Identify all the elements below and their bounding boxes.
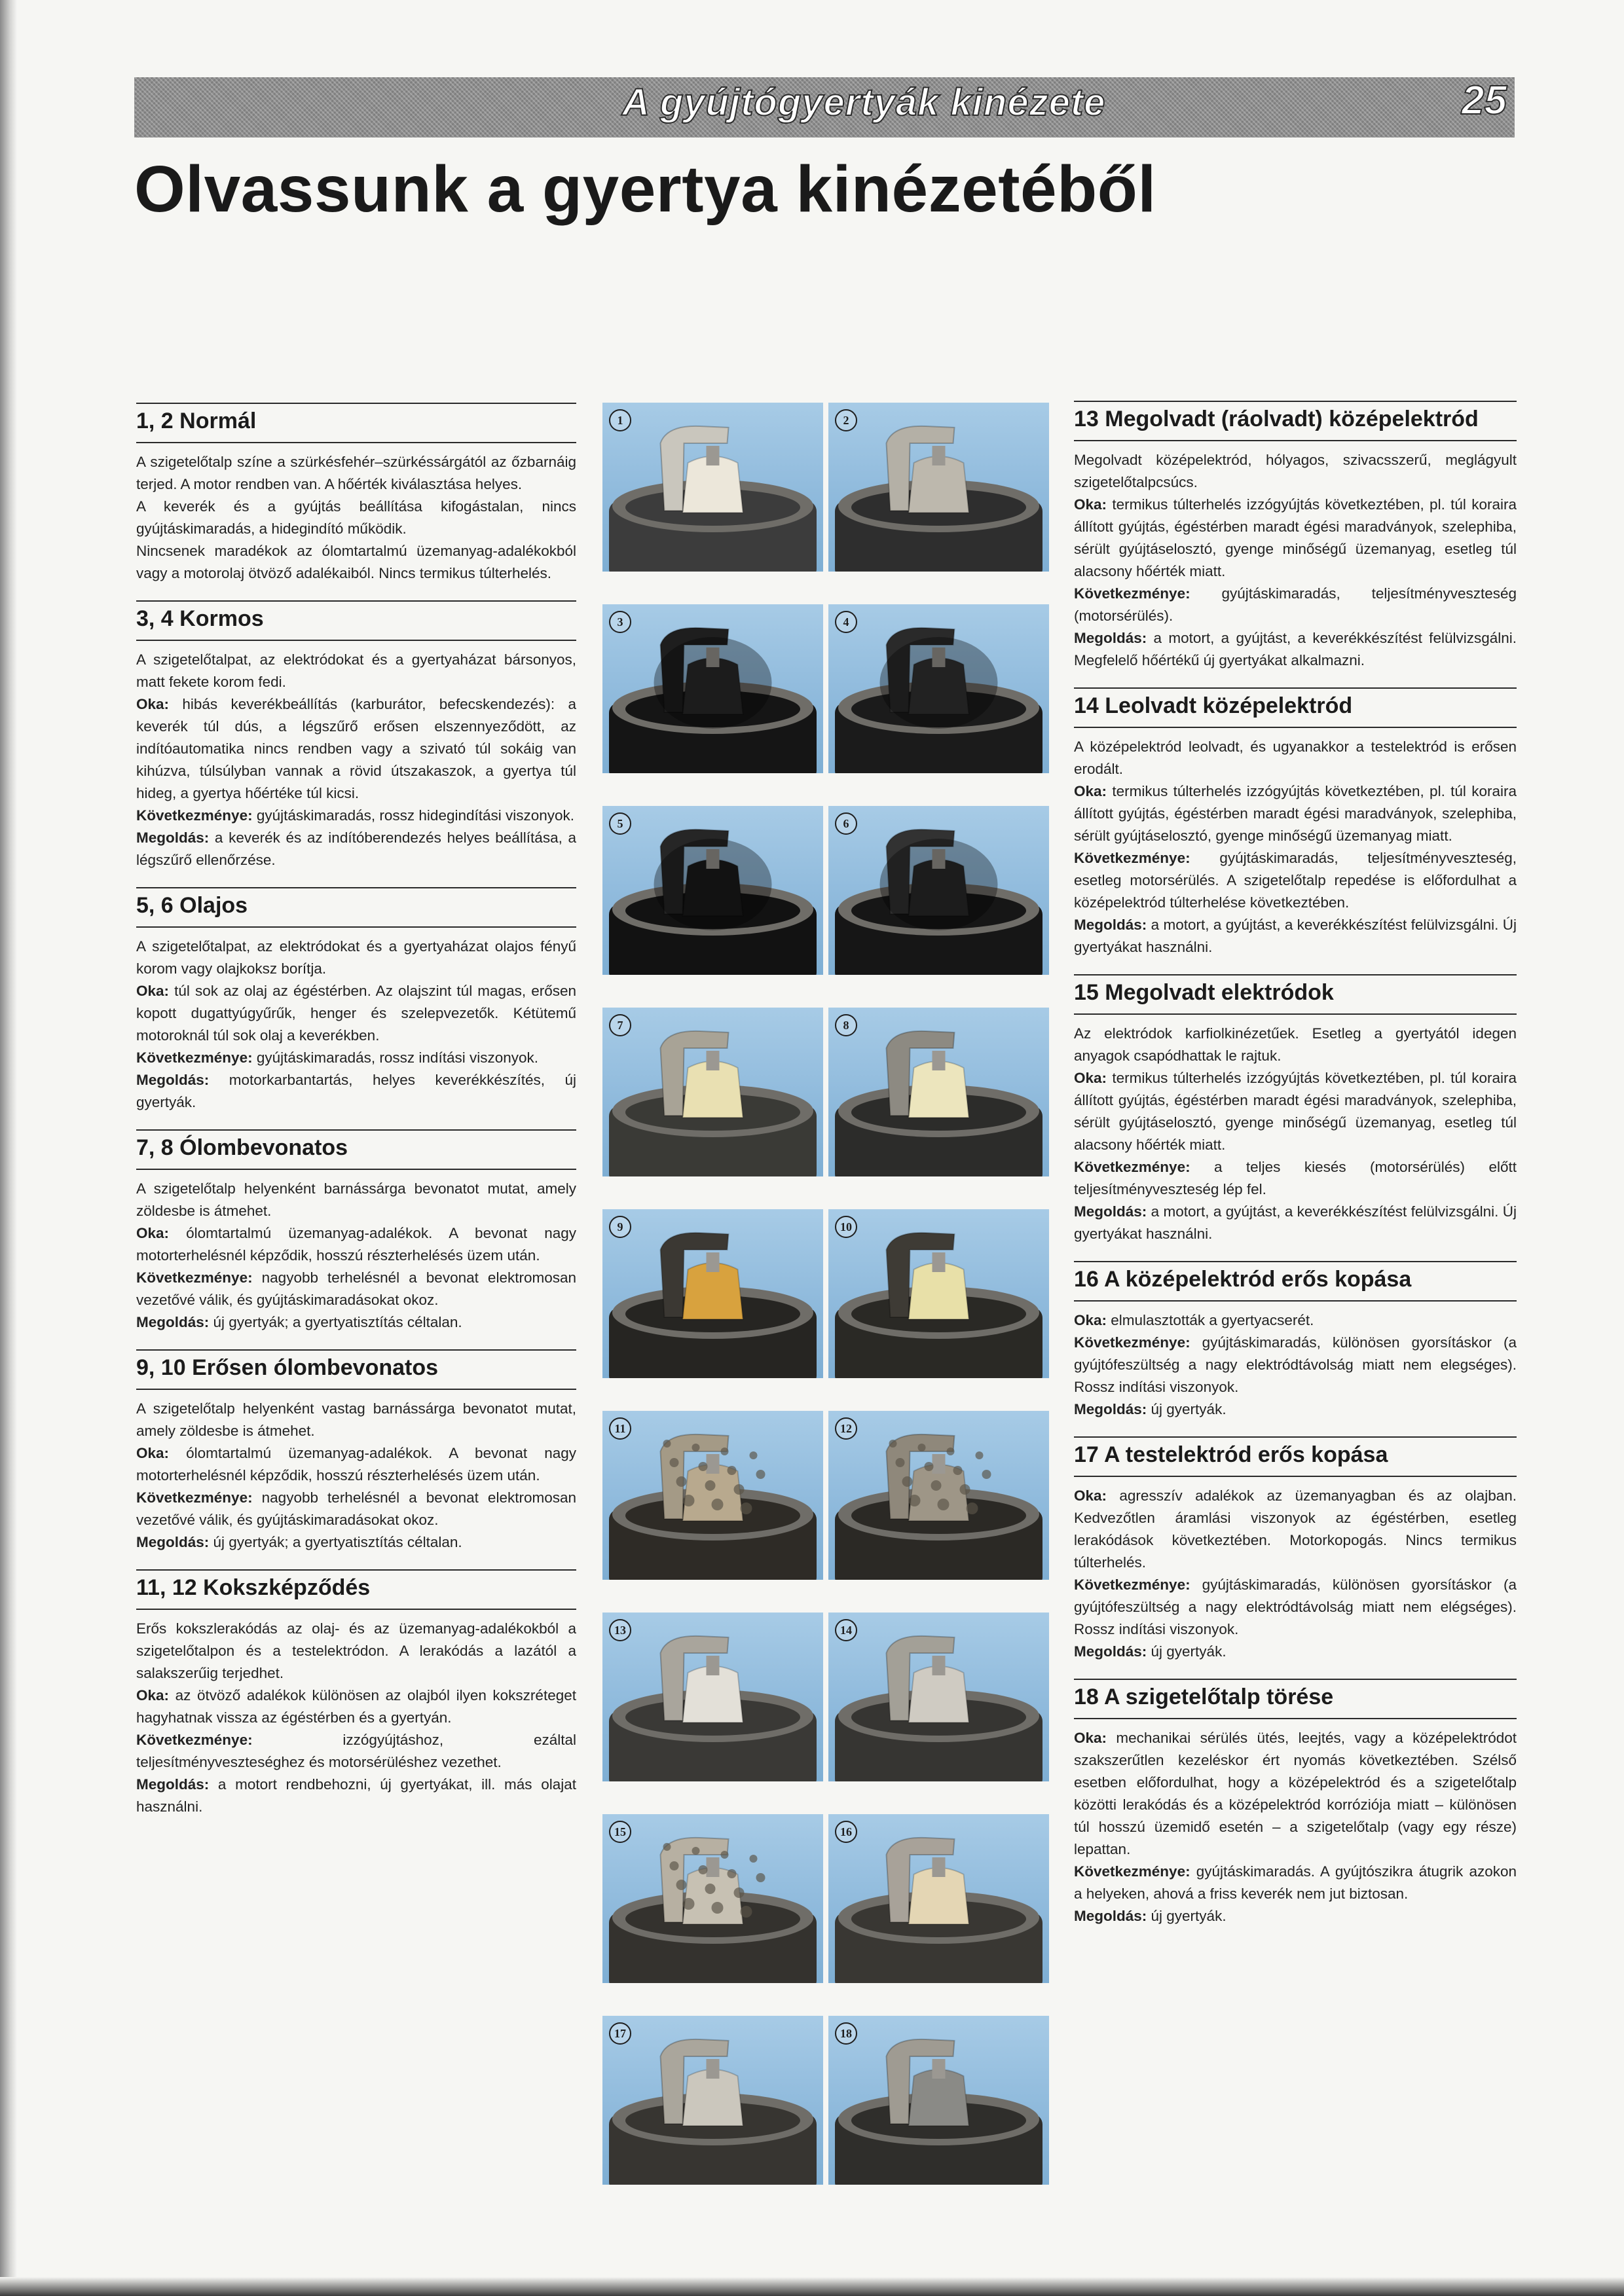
deposit-speck (750, 1855, 758, 1863)
diagnosis-title: 16 A középelektród erős kopása (1074, 1261, 1517, 1302)
spark-plug-photo-9 (602, 1209, 823, 1378)
deposit-speck (712, 1902, 724, 1914)
body-text: ólomtartalmú üzemanyag-adalékok. A bevonat nagy motorterhelésnél képződik, hosszú részterhelésés üzem után. (136, 1445, 576, 1484)
diagnosis-item (136, 1349, 576, 1554)
field-label: Következménye: (136, 1732, 253, 1748)
photo-number-badge: 14 (835, 1619, 857, 1641)
diagnosis-paragraph (1074, 449, 1517, 494)
center-electrode (932, 1857, 946, 1877)
center-electrode (707, 1454, 720, 1474)
diagnosis-paragraph (136, 805, 576, 827)
diagnosis-paragraph (1074, 1398, 1517, 1421)
center-electrode (707, 1857, 720, 1877)
body-text: gyújtáskimaradás, teljesítményveszteség (motorsérülés). (1074, 585, 1517, 624)
deposit-speck (967, 1503, 978, 1514)
diagnosis-paragraph (1074, 780, 1517, 847)
diagnosis-title: 7, 8 Ólombevonatos (136, 1129, 576, 1170)
soot-deposit (880, 637, 998, 729)
spark-plug-illustration (828, 604, 1049, 773)
diagnosis-item (1074, 974, 1517, 1245)
diagnosis-title: 1, 2 Normál (136, 403, 576, 443)
center-electrode (707, 1051, 720, 1070)
deposit-speck (938, 1499, 950, 1510)
deposit-speck (663, 1843, 671, 1851)
field-label: Oka: (1074, 496, 1107, 513)
spark-plug-photo-8 (828, 1008, 1049, 1176)
body-text: új gyertyák. (1147, 1401, 1227, 1417)
diagnosis-item (136, 1129, 576, 1334)
deposit-speck (663, 1440, 671, 1448)
deposit-speck (721, 1851, 729, 1859)
spark-plug-illustration (602, 1411, 823, 1580)
center-electrode (932, 1051, 946, 1070)
spark-plug-illustration (602, 1613, 823, 1781)
photo-number-badge: 17 (609, 2022, 631, 2045)
body-text: gyújtáskimaradás. A gyújtószikra átugrik azokon a helyeken, ahová a friss keverék nem jut biztosan. (1074, 1863, 1517, 1902)
diagnosis-paragraph (1074, 1905, 1517, 1927)
deposit-speck (960, 1484, 970, 1495)
diagnosis-title: 3, 4 Kormos (136, 600, 576, 641)
diagnosis-item (136, 887, 576, 1114)
diagnosis-paragraph (1074, 1067, 1517, 1156)
body-text: mechanikai sérülés ütés, leejtés, vagy a középelektródot szakszerűtlen kezeléskor ért nyomás következtében. Szélső esetben előfordulhat, hogy a középelektród és a szigetelőtalp közötti lerakódás és a középelektród korróziója miatt – különösen túl hosszú üzemidő esetén – a szigetelőtalp (vagy egy része) lepattan. (1074, 1730, 1517, 1857)
diagnosis-paragraph (1074, 914, 1517, 958)
diagnosis-paragraph (1074, 1485, 1517, 1574)
diagnosis-paragraph (1074, 627, 1517, 672)
diagnosis-paragraph (136, 1729, 576, 1774)
diagnosis-paragraph (136, 496, 576, 540)
body-text: túl sok az olaj az égéstérben. Az olajszint túl magas, erősen kopott dugattyúgyűrűk, henger és szelepvezetők. Kétütemű motoroknál túl sok olaj a keverékben. (136, 983, 576, 1044)
spark-plug-illustration (602, 806, 823, 975)
field-label: Következménye: (136, 1049, 253, 1066)
diagnosis-paragraph (1074, 1727, 1517, 1861)
body-text: új gyertyák. (1147, 1908, 1227, 1924)
diagnosis-item (1074, 1679, 1517, 1927)
field-label: Oka: (136, 1445, 170, 1461)
diagnosis-paragraph (1074, 1309, 1517, 1332)
page-title: Olvassunk a gyertya kinézetéből (134, 153, 1156, 226)
diagnosis-paragraph (136, 540, 576, 585)
body-text: gyújtáskimaradás, különösen gyorsításkor (a gyújtófeszültség a nagy elektródtávolság miatt nem elégséges). Rossz indítási viszonyok. (1074, 1576, 1517, 1637)
spark-plug-photo-14 (828, 1613, 1049, 1781)
deposit-speck (750, 1451, 758, 1459)
body-text: elmulasztották a gyertyacserét. (1107, 1312, 1314, 1328)
diagnosis-paragraph (136, 1047, 576, 1069)
deposit-speck (721, 1448, 729, 1455)
deposit-speck (728, 1869, 737, 1878)
photo-number-badge: 4 (835, 611, 857, 633)
deposit-speck (931, 1480, 942, 1491)
field-label: Következménye: (1074, 1576, 1190, 1593)
diagnosis-paragraph (136, 827, 576, 871)
body-text: A szigetelőtalpat, az elektródokat és a gyertyaházat bársonyos, matt fekete korom fedi. (136, 651, 576, 690)
field-label: Megoldás: (136, 1776, 210, 1793)
body-text: izzógyújtáshoz, ezáltal teljesítményveszteséghez és motorsérüléshez vezethet. (136, 1732, 576, 1770)
diagnosis-paragraph (136, 1685, 576, 1729)
spark-plug-illustration (828, 1411, 1049, 1580)
field-label: Következménye: (136, 1269, 253, 1286)
diagnosis-title: 14 Leolvadt középelektród (1074, 687, 1517, 728)
spark-plug-photo-13 (602, 1613, 823, 1781)
spark-plug-photo-18 (828, 2016, 1049, 2185)
diagnosis-item (1074, 401, 1517, 672)
deposit-speck (683, 1495, 695, 1506)
deposit-speck (925, 1462, 934, 1471)
spark-plug-photo-11 (602, 1411, 823, 1580)
spark-plug-illustration (602, 1008, 823, 1176)
center-electrode (932, 2059, 946, 2079)
right-text-column (1074, 401, 1517, 1943)
photo-number-badge: 5 (609, 812, 631, 835)
spark-plug-photo-2 (828, 403, 1049, 572)
field-label: Oka: (1074, 783, 1107, 799)
field-label: Oka: (1074, 1730, 1107, 1746)
field-label: Következménye: (1074, 1334, 1190, 1351)
photo-number-badge: 10 (835, 1216, 857, 1238)
page-number: 25 (1462, 78, 1507, 123)
diagnosis-title: 17 A testelektród erős kopása (1074, 1436, 1517, 1477)
spark-plug-photo-4 (828, 604, 1049, 773)
spark-plug-illustration (602, 1209, 823, 1378)
spark-plug-illustration (602, 403, 823, 572)
deposit-speck (676, 1476, 687, 1487)
field-label: Oka: (1074, 1070, 1107, 1086)
scan-bottom-edge (0, 2277, 1624, 2296)
deposit-speck (670, 1861, 679, 1870)
deposit-speck (953, 1466, 963, 1475)
diagnosis-paragraph (1074, 1156, 1517, 1201)
body-text: termikus túlterhelés izzógyújtás következtében, pl. túl koraira állított gyújtás, égéstérben maradt égési maradványok, szelephiba, sérült gyújtáselosztó, gyenge minőségű üzemanyag, esetleg túl alacsony hőérték miatt. (1074, 496, 1517, 579)
body-text: termikus túlterhelés izzógyújtás következtében, pl. túl koraira állított gyújtás, égéstérben maradt égési maradványok, szelephiba, sérült gyújtáselosztó, gyenge minőségű üzemanyag, esetleg túl alacsony hőérték miatt. (1074, 1070, 1517, 1153)
photo-number-badge: 18 (835, 2022, 857, 2045)
spark-plug-illustration (602, 604, 823, 773)
photo-number-badge: 16 (835, 1821, 857, 1843)
field-label: Oka: (1074, 1312, 1107, 1328)
diagnosis-paragraph (136, 649, 576, 693)
diagnosis-paragraph (136, 1398, 576, 1442)
field-label: Következménye: (136, 1489, 253, 1506)
body-text: új gyertyák; a gyertyatisztítás céltalan. (209, 1314, 462, 1330)
soot-deposit (880, 839, 998, 930)
photo-number-badge: 15 (609, 1821, 631, 1843)
running-section-title: A gyújtógyertyák kinézete (622, 81, 1106, 124)
center-electrode (707, 1252, 720, 1272)
diagnosis-paragraph (136, 936, 576, 980)
spark-plug-illustration (828, 806, 1049, 975)
spark-plug-illustration (828, 1613, 1049, 1781)
body-text: motorkarbantartás, helyes keverékkészítés, új gyertyák. (136, 1072, 576, 1110)
body-text: a motort rendbehozni, új gyertyákat, ill. más olajat használni. (136, 1776, 576, 1815)
diagnosis-item (1074, 1261, 1517, 1421)
field-label: Megoldás: (136, 1072, 210, 1088)
spark-plug-photo-17 (602, 2016, 823, 2185)
deposit-speck (982, 1470, 991, 1479)
field-label: Megoldás: (1074, 1203, 1147, 1220)
deposit-speck (756, 1873, 766, 1882)
field-label: Következménye: (136, 807, 253, 824)
diagnosis-paragraph (1074, 494, 1517, 583)
soot-deposit (654, 839, 772, 930)
spark-plug-photo-15 (602, 1814, 823, 1983)
diagnosis-title: 11, 12 Kokszképződés (136, 1569, 576, 1610)
spark-plug-photo-3 (602, 604, 823, 773)
diagnosis-paragraph (136, 1311, 576, 1334)
center-electrode (707, 1656, 720, 1675)
spark-plug-illustration (602, 2016, 823, 2185)
body-text: új gyertyák. (1147, 1643, 1227, 1660)
body-text: A keverék és a gyújtás beállítása kifogástalan, nincs gyújtáskimaradás, a hidegindító működik. (136, 498, 576, 537)
field-label: Oka: (136, 1225, 170, 1241)
body-text: termikus túlterhelés izzógyújtás következtében, pl. túl koraira állított gyújtás, égéstérben maradt égési maradványok, szelephiba, sérült gyújtáselosztó, gyenge minőségű üzemanyag miatt. (1074, 783, 1517, 844)
field-label: Következménye: (1074, 585, 1190, 602)
diagnosis-paragraph (1074, 736, 1517, 780)
field-label: Megoldás: (1074, 1401, 1147, 1417)
deposit-speck (909, 1495, 921, 1506)
diagnosis-paragraph (136, 1069, 576, 1114)
spark-plug-illustration (828, 1209, 1049, 1378)
photo-number-badge: 12 (835, 1417, 857, 1440)
photo-number-badge: 11 (609, 1417, 631, 1440)
spark-plug-photo-7 (602, 1008, 823, 1176)
body-text: nagyobb terhelésnél a bevonat elektromosan vezetővé válik, és gyújtáskimaradásokat okoz. (136, 1489, 576, 1528)
spark-plug-illustration (828, 1814, 1049, 1983)
body-text: agresszív adalékok az üzemanyagban és az olajban. Kedvezőtlen áramlási viszonyok az égéstérben, esetleg lerakódások következtében. Motorkopogás. Nincs termikus túlterhelés. (1074, 1487, 1517, 1571)
deposit-speck (896, 1458, 905, 1467)
field-label: Megoldás: (1074, 1643, 1147, 1660)
diagnosis-item (1074, 687, 1517, 958)
diagnosis-paragraph (1074, 847, 1517, 914)
deposit-speck (699, 1462, 708, 1471)
center-electrode (707, 2059, 720, 2079)
diagnosis-item (1074, 1436, 1517, 1663)
center-electrode (932, 446, 946, 465)
body-text: a motort, a gyújtást, a keverékkészítést felülvizsgálni. Új gyertyákat használni. (1074, 1203, 1517, 1242)
deposit-speck (705, 1480, 716, 1491)
spark-plug-photo-12 (828, 1411, 1049, 1580)
deposit-speck (705, 1884, 716, 1894)
diagnosis-paragraph (136, 1222, 576, 1267)
body-text: gyújtáskimaradás, különösen gyorsításkor (a gyújtófeszültség a nagy elektródtávolság miatt nem elegséges). Rossz indítási viszonyok. (1074, 1334, 1517, 1395)
photo-number-badge: 2 (835, 409, 857, 431)
diagnosis-paragraph (1074, 1332, 1517, 1398)
deposit-speck (692, 1444, 700, 1451)
field-label: Megoldás: (1074, 1908, 1147, 1924)
spark-plug-illustration (602, 1814, 823, 1983)
field-label: Megoldás: (1074, 917, 1147, 933)
center-electrode (932, 1656, 946, 1675)
center-electrode (932, 1454, 946, 1474)
field-label: Következménye: (1074, 850, 1190, 866)
body-text: a motort, a gyújtást, a keverékkészítést felülvizsgálni. Új gyertyákat használni. (1074, 917, 1517, 955)
diagnosis-paragraph (136, 1487, 576, 1531)
diagnosis-paragraph (136, 1618, 576, 1685)
diagnosis-item (136, 403, 576, 585)
diagnosis-paragraph (136, 1178, 576, 1222)
body-text: nagyobb terhelésnél a bevonat elektromosan vezetővé válik, és gyújtáskimaradásokat okoz. (136, 1269, 576, 1308)
deposit-speck (918, 1444, 926, 1451)
spark-plug-photo-10 (828, 1209, 1049, 1378)
center-electrode (932, 1252, 946, 1272)
deposit-speck (676, 1880, 687, 1890)
body-text: az ötvöző adalékok különösen az olajból ilyen kokszréteget hagyhatnak vissza az égéstérben és a gyertyán. (136, 1687, 576, 1726)
diagnosis-title: 15 Megolvadt elektródok (1074, 974, 1517, 1015)
deposit-speck (947, 1448, 955, 1455)
body-text: A szigetelőtalpat, az elektródokat és a gyertyaházat olajos fényű korom vagy olajkoksz borítja. (136, 938, 576, 977)
body-text: gyújtáskimaradás, rossz hidegindítási viszonyok. (252, 807, 575, 824)
diagnosis-paragraph (136, 1442, 576, 1487)
field-label: Oka: (136, 1687, 170, 1704)
field-label: Oka: (136, 696, 170, 712)
diagnosis-paragraph (136, 1267, 576, 1311)
body-text: A szigetelőtalp helyenként barnássárga bevonatot mutat, amely zöldesbe is átmehet. (136, 1180, 576, 1219)
diagnosis-item (136, 600, 576, 871)
diagnosis-paragraph (136, 451, 576, 496)
diagnosis-paragraph (1074, 1201, 1517, 1245)
deposit-speck (976, 1451, 984, 1459)
field-label: Megoldás: (136, 1314, 210, 1330)
field-label: Megoldás: (136, 829, 210, 846)
body-text: Nincsenek maradékok az ólomtartalmú üzemanyag-adalékokból vagy a motorolaj ötvöző adalékaiból. Nincs termikus túlterhelés. (136, 543, 576, 581)
body-text: gyújtáskimaradás, rossz indítási viszonyok. (252, 1049, 538, 1066)
deposit-speck (734, 1887, 745, 1898)
photo-number-badge: 9 (609, 1216, 631, 1238)
spark-plug-photo-5 (602, 806, 823, 975)
soot-deposit (654, 637, 772, 729)
deposit-speck (699, 1865, 708, 1874)
photo-number-badge: 1 (609, 409, 631, 431)
diagnosis-title: 5, 6 Olajos (136, 887, 576, 928)
body-text: Erős kokszlerakódás az olaj- és az üzemanyag-adalékokból a szigetelőtalpon és a testelektródon. A lerakódás a lazától a salakszerűig terjedhet. (136, 1620, 576, 1681)
body-text: A szigetelőtalp színe a szürkésfehér–szürkéssárgától az őzbarnáig terjed. A motor rendben van. A hőérték kiválasztása helyes. (136, 454, 576, 492)
left-text-column (136, 403, 576, 1834)
deposit-speck (741, 1906, 752, 1918)
field-label: Megoldás: (136, 1534, 210, 1550)
body-text: Az elektródok karfiolkinézetűek. Esetleg a gyertyától idegen anyagok csapódhattak le rajtuk. (1074, 1025, 1517, 1064)
body-text: hibás keverékbeállítás (karburátor, befecskendezés): a keverék túl dús, a légszűrő erősen elszennyeződött, az indítóautomatika nincs rendben vagy a szivató túl sokáig van kihúzva, túlsúlyban vannak a rövid útszakaszok, a gyertya túl hideg, a gyertya hőértéke túl kicsi. (136, 696, 576, 801)
body-text: gyújtáskimaradás, teljesítményveszteség, esetleg motorsérülés. A szigetelőtalp repedése is előfordulhat a középelektród túlterhelése következtében. (1074, 850, 1517, 911)
field-label: Következménye: (1074, 1159, 1190, 1175)
diagnosis-paragraph (1074, 1023, 1517, 1067)
field-label: Következménye: (1074, 1863, 1190, 1880)
body-text: A középelektród leolvadt, és ugyanakkor a testelektród is erősen erodált. (1074, 738, 1517, 777)
diagnosis-paragraph (136, 693, 576, 805)
diagnosis-title: 18 A szigetelőtalp törése (1074, 1679, 1517, 1719)
spark-plug-photo-16 (828, 1814, 1049, 1983)
spark-plug-illustration (828, 2016, 1049, 2185)
deposit-speck (734, 1484, 745, 1495)
diagnosis-paragraph (1074, 1861, 1517, 1905)
body-text: Megolvadt középelektród, hólyagos, szivacsszerű, meglágyult szigetelőtalpcsúcs. (1074, 452, 1517, 490)
body-text: új gyertyák; a gyertyatisztítás céltalan. (209, 1534, 462, 1550)
photo-number-badge: 8 (835, 1014, 857, 1036)
deposit-speck (712, 1499, 724, 1510)
spark-plug-photo-grid (602, 403, 1049, 2216)
spark-plug-photo-1 (602, 403, 823, 572)
deposit-speck (741, 1503, 752, 1514)
photo-number-badge: 13 (609, 1619, 631, 1641)
spark-plug-illustration (828, 1008, 1049, 1176)
diagnosis-paragraph (136, 980, 576, 1047)
field-label: Megoldás: (1074, 630, 1147, 646)
diagnosis-paragraph (136, 1774, 576, 1818)
body-text: a teljes kiesés (motorsérülés) előtt teljesítményveszteség lép fel. (1074, 1159, 1517, 1197)
spark-plug-photo-6 (828, 806, 1049, 975)
diagnosis-title: 9, 10 Erősen ólombevonatos (136, 1349, 576, 1390)
diagnosis-item (136, 1569, 576, 1818)
diagnosis-paragraph (1074, 1574, 1517, 1641)
body-text: a motort, a gyújtást, a keverékkészítést felülvizsgálni. Megfelelő hőértékű új gyertyákat alkalmazni. (1074, 630, 1517, 668)
deposit-speck (756, 1470, 766, 1479)
field-label: Oka: (136, 983, 170, 999)
field-label: Oka: (1074, 1487, 1107, 1504)
spark-plug-illustration (828, 403, 1049, 572)
center-electrode (707, 446, 720, 465)
body-text: A szigetelőtalp helyenként vastag barnássárga bevonatot mutat, amely zöldesbe is átmehet. (136, 1400, 576, 1439)
photo-number-badge: 6 (835, 812, 857, 835)
deposit-speck (670, 1458, 679, 1467)
body-text: ólomtartalmú üzemanyag-adalékok. A bevonat nagy motorterhelésnél képződik, hosszú részterhelésés üzem után. (136, 1225, 576, 1264)
deposit-speck (692, 1847, 700, 1855)
deposit-speck (889, 1440, 897, 1448)
diagnosis-paragraph (136, 1531, 576, 1554)
deposit-speck (902, 1476, 913, 1487)
diagnosis-paragraph (1074, 1641, 1517, 1663)
deposit-speck (728, 1466, 737, 1475)
diagnosis-title: 13 Megolvadt (ráolvadt) középelektród (1074, 401, 1517, 441)
photo-number-badge: 7 (609, 1014, 631, 1036)
deposit-speck (683, 1898, 695, 1910)
scan-binding-edge (0, 0, 17, 2296)
diagnosis-paragraph (1074, 583, 1517, 627)
photo-number-badge: 3 (609, 611, 631, 633)
body-text: a keverék és az indítóberendezés helyes beállítása, a légszűrő ellenőrzése. (136, 829, 576, 868)
